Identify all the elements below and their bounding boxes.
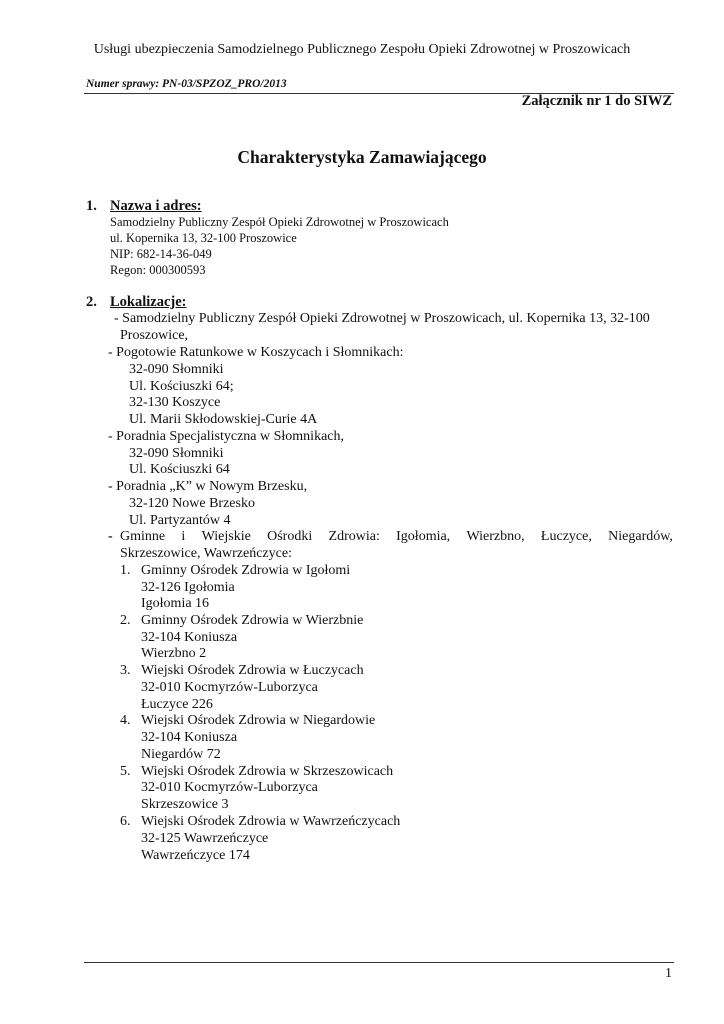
center-postal: 32-104 Koniusza <box>141 730 238 745</box>
section-1-number: 1. <box>86 198 97 214</box>
center-street: Łuczyce 226 <box>141 697 213 712</box>
center-street: Wierzbno 2 <box>141 646 207 661</box>
intro-word: i <box>181 529 186 544</box>
specialist-line: 32-090 Słomniki <box>129 446 224 461</box>
section-1-line: NIP: 682-14-36-049 <box>110 247 212 261</box>
intro-word: Ośrodki <box>267 529 313 544</box>
footer-divider <box>84 962 674 963</box>
center-name: Gminny Ośrodek Zdrowia w Igołomi <box>141 563 351 578</box>
ambulance-line: Ul. Kościuszki 64; <box>129 379 234 394</box>
center-postal: 32-126 Igołomia <box>141 580 235 595</box>
centers-dash: - <box>108 529 113 544</box>
center-number: 6. <box>120 814 131 829</box>
center-postal: 32-010 Kocmyrzów-Luborzyca <box>141 780 318 795</box>
clinic-k-line: Ul. Partyzantów 4 <box>129 513 231 528</box>
clinic-k-title: - Poradnia „K” w Nowym Brzesku, <box>108 479 308 494</box>
section-2-title: Lokalizacje: <box>110 294 187 310</box>
section-1-line: Samodzielny Publiczny Zespół Opieki Zdrowotnej w Proszowicach <box>110 215 449 229</box>
center-number: 4. <box>120 713 131 728</box>
ambulance-line: 32-130 Koszyce <box>129 395 221 410</box>
center-postal: 32-104 Koniusza <box>141 630 238 645</box>
page-number: 1 <box>665 966 672 981</box>
clinic-k-line: 32-120 Nowe Brzesko <box>129 496 255 511</box>
intro-word: Niegardów, <box>608 529 673 544</box>
section-1-line: Regon: 000300593 <box>110 263 206 277</box>
center-name: Wiejski Ośrodek Zdrowia w Skrzeszowicach <box>141 764 394 779</box>
main-location-line: - Samodzielny Publiczny Zespół Opieki Zdrowotnej w Proszowicach, ul. Kopernika 13, 32-100 <box>114 311 650 326</box>
page-header-title: Usługi ubezpieczenia Samodzielnego Publicznego Zespołu Opieki Zdrowotnej w Proszowicach <box>93 42 631 57</box>
center-name: Wiejski Ośrodek Zdrowia w Wawrzeńczycach <box>141 814 401 829</box>
section-1-line: ul. Kopernika 13, 32-100 Proszowice <box>110 231 297 245</box>
center-postal: 32-010 Kocmyrzów-Luborzyca <box>141 680 318 695</box>
center-street: Niegardów 72 <box>141 747 221 762</box>
center-name: Wiejski Ośrodek Zdrowia w Niegardowie <box>141 713 376 728</box>
section-1-title: Nazwa i adres: <box>110 198 202 214</box>
specialist-line: Ul. Kościuszki 64 <box>129 462 230 477</box>
specialist-title: - Poradnia Specjalistyczna w Słomnikach, <box>108 429 344 444</box>
main-location-line: Proszowice, <box>120 328 189 343</box>
intro-word: Wiejskie <box>201 529 251 544</box>
intro-word: Zdrowia: <box>328 529 380 544</box>
center-number: 1. <box>120 563 131 578</box>
center-number: 3. <box>120 663 131 678</box>
centers-intro-line <box>120 529 673 545</box>
intro-word: Wierzbno, <box>466 529 525 544</box>
center-name: Wiejski Ośrodek Zdrowia w Łuczycach <box>141 663 364 678</box>
center-street: Skrzeszowice 3 <box>141 797 229 812</box>
attachment-label: Załącznik nr 1 do SIWZ <box>521 93 672 109</box>
center-name: Gminny Ośrodek Zdrowia w Wierzbnie <box>141 613 364 628</box>
document-title: Charakterystyka Zamawiającego <box>237 147 487 167</box>
ambulance-line: 32-090 Słomniki <box>129 362 224 377</box>
center-number: 5. <box>120 764 131 779</box>
center-street: Igołomia 16 <box>141 596 210 611</box>
ambulance-line: Ul. Marii Skłodowskiej-Curie 4A <box>129 412 318 427</box>
case-number: Numer sprawy: PN-03/SPZOZ_PRO/2013 <box>86 78 287 90</box>
intro-word: Igołomia, <box>396 529 451 544</box>
section-2-number: 2. <box>86 294 97 310</box>
intro-word: Gminne <box>120 529 166 544</box>
centers-intro-line2: Skrzeszowice, Wawrzeńczyce: <box>120 546 292 561</box>
ambulance-title: - Pogotowie Ratunkowe w Koszycach i Słomnikach: <box>108 345 404 360</box>
intro-word: Łuczyce, <box>540 529 592 544</box>
center-postal: 32-125 Wawrzeńczyce <box>141 831 269 846</box>
center-number: 2. <box>120 613 131 628</box>
center-street: Wawrzeńczyce 174 <box>141 848 250 863</box>
